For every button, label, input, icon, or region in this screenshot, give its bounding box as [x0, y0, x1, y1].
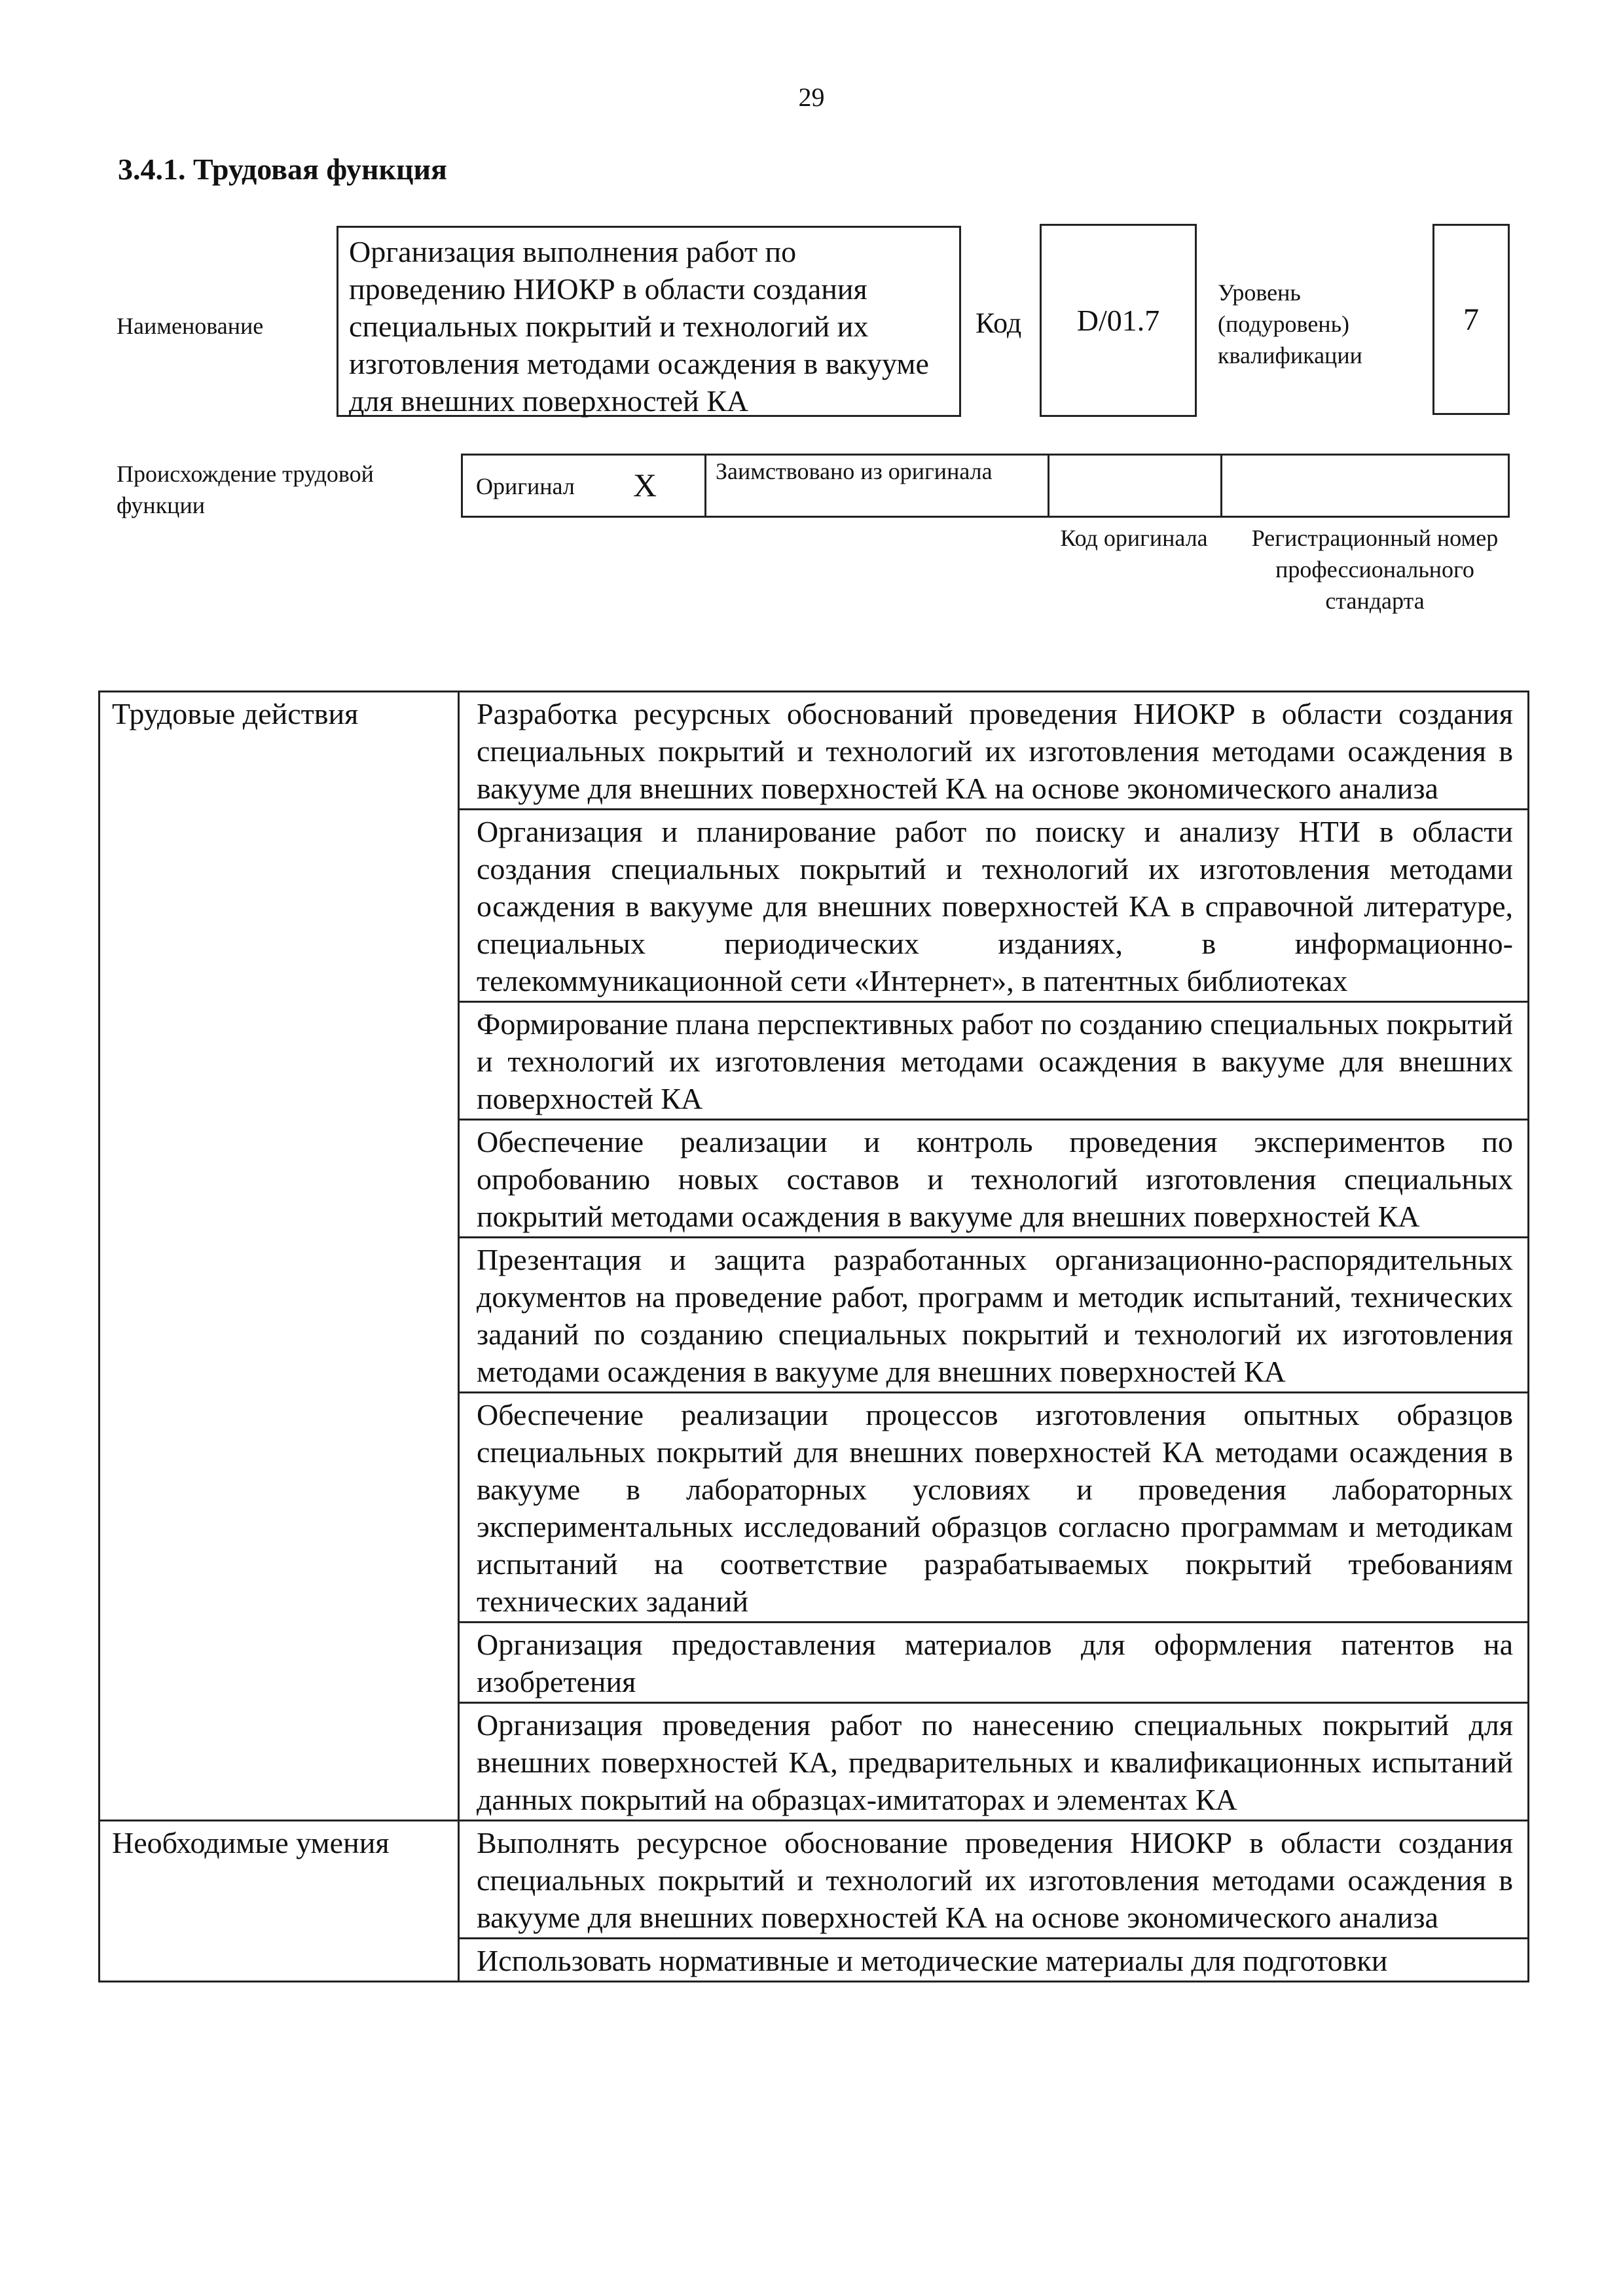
- row-text: Презентация и защита разработанных организационно-распорядительных документов на проведение работ, программ и методик испытаний, технических заданий по созданию специальных покрытий и технологий их изготовления методами осаждения в вакууме для внешних поверхностей КА: [459, 1238, 1529, 1393]
- table-row: [100, 692, 1529, 810]
- code-value: D/01.7: [1076, 304, 1160, 337]
- section-title: 3.4.1. Трудовая функция: [118, 152, 447, 186]
- name-box: [337, 226, 961, 417]
- code-caption: Код оригинала: [1060, 525, 1208, 551]
- row-text: Выполнять ресурсное обоснование проведения НИОКР в области создания специальных покрытий и технологий их изготовления методами осаждения в вакууме для внешних поверхностей КА на основе экономического анализа: [459, 1821, 1529, 1939]
- row-text: Организация предоставления материалов для оформления патентов на изобретения: [459, 1623, 1529, 1703]
- reg-caption: Регистрационный номер профессионального стандарта: [1251, 525, 1499, 614]
- code-box: [1040, 224, 1197, 417]
- row-text: Организация и планирование работ по поиску и анализу НТИ в области создания специальных покрытий и технологий их изготовления методами осаждения в вакууме для внешних поверхностей КА в справочной литературе, специальных периодических изданиях, в информационно-телекоммуникационной сети «Интернет», в патентных библиотеках: [459, 810, 1529, 1002]
- category-cell: Трудовые действия: [100, 692, 459, 1821]
- original-code-cell: [1049, 456, 1222, 516]
- origin-original-cell: [463, 456, 706, 516]
- original-mark: X: [633, 467, 657, 503]
- row-text: Формирование плана перспективных работ по созданию специальных покрытий и технологий их изготовления методами осаждения в вакууме для внешних поверхностей КА: [459, 1002, 1529, 1120]
- name-label: Наименование: [117, 313, 264, 339]
- level-label: Уровень (подуровень) квалификации: [1218, 279, 1362, 368]
- code-label: Код: [976, 307, 1022, 339]
- borrowed-label: Заимствовано из оригинала: [706, 456, 1049, 516]
- functions-table: [98, 691, 1529, 1982]
- level-box: [1432, 224, 1510, 415]
- row-text: Обеспечение реализации и контроль проведения экспериментов по опробованию новых составов и технологий изготовления специальных покрытий методами осаждения в вакууме для внешних поверхностей КА: [459, 1120, 1529, 1238]
- level-value: 7: [1463, 302, 1479, 337]
- row-text: Разработка ресурсных обоснований проведения НИОКР в области создания специальных покрытий и технологий их изготовления методами осаждения в вакууме для внешних поверхностей КА на основе экономического анализа: [459, 692, 1529, 810]
- origin-row: [461, 454, 1510, 518]
- category-cell: Необходимые умения: [100, 1821, 459, 1982]
- row-text: Организация проведения работ по нанесению специальных покрытий для внешних поверхностей КА, предварительных и квалификационных испытаний данных покрытий на образцах-имитаторах и элементах КА: [459, 1703, 1529, 1821]
- row-text: Использовать нормативные и методические материалы для подготовки: [459, 1939, 1529, 1982]
- table-row: [100, 1821, 1529, 1939]
- reg-number-cell: [1222, 456, 1508, 516]
- row-text: Обеспечение реализации процессов изготовления опытных образцов специальных покрытий для внешних поверхностей КА методами осаждения в вакууме в лабораторных условиях и проведения лабораторных экспериментальных исследований образцов согласно программам и методикам испытаний на соответствие разрабатываемых покрытий требованиям технических заданий: [459, 1393, 1529, 1623]
- page-number: 29: [798, 82, 825, 112]
- original-label: Оригинал: [476, 473, 575, 499]
- origin-label: Происхождение трудовой функции: [117, 461, 374, 518]
- function-name: Организация выполнения работ по проведению НИОКР в области создания специальных покрытий и технологий их изготовления методами осаждения в вакууме для внешних поверхностей КА: [349, 235, 929, 418]
